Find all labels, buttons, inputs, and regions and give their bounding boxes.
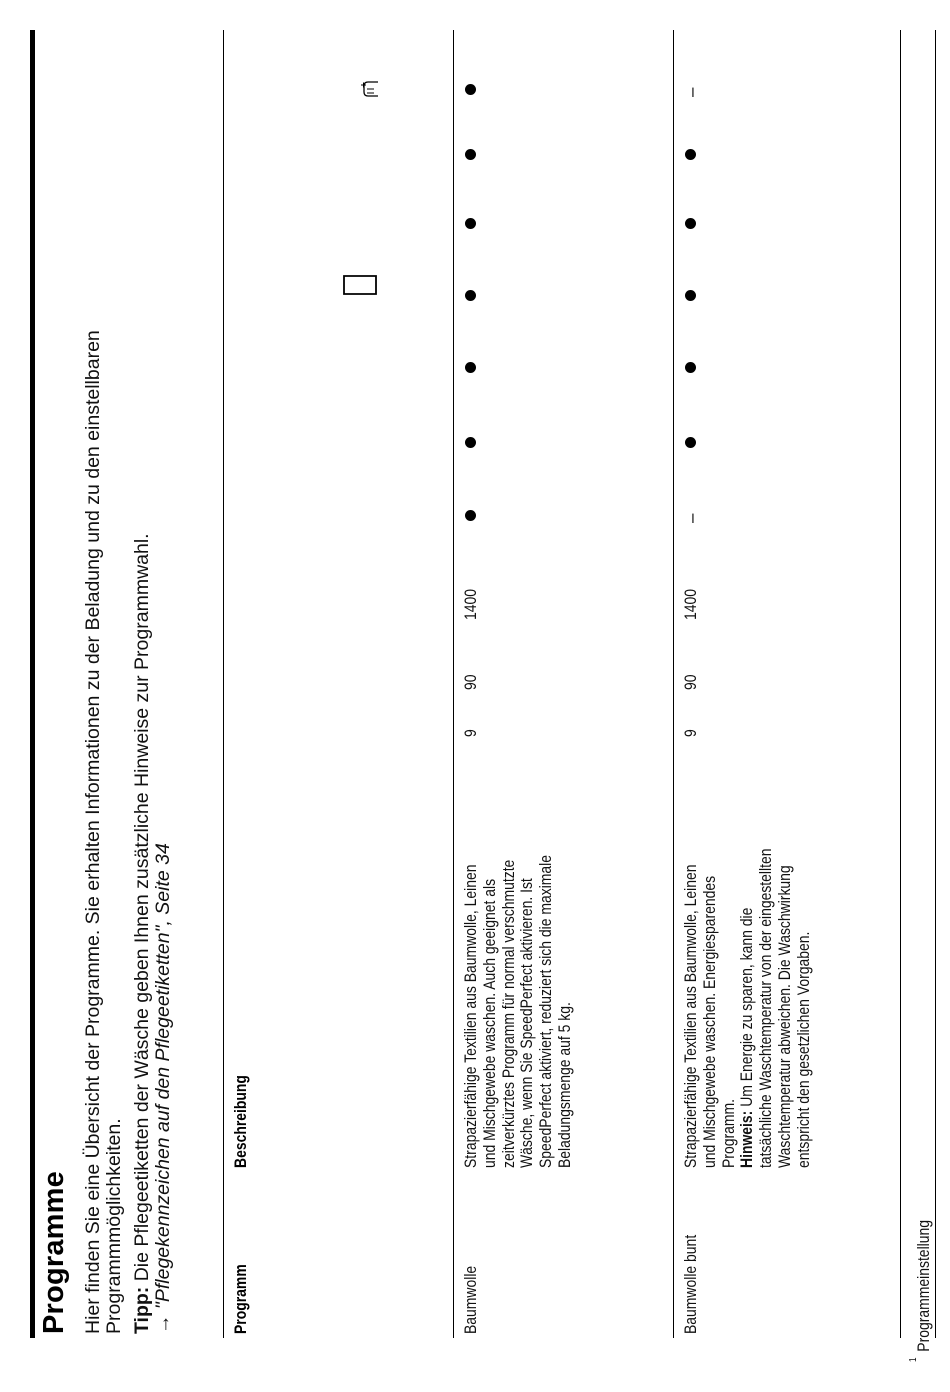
section-accent-bar — [30, 30, 35, 1338]
header-description: Beschreibung — [231, 1075, 250, 1168]
row2-option-1: – — [682, 513, 701, 523]
row2-description — [682, 848, 814, 1168]
row2-option-5 — [685, 218, 696, 229]
tip-link[interactable]: "Pflegekennzeichen auf den Pflegeetiketten", Seite 34 — [152, 843, 174, 1310]
tip-text: Die Pflegeetiketten der Wäsche geben Ihnen zusätzliche Hinweise zur Programmwahl. — [131, 533, 153, 1282]
row2-option-4 — [685, 290, 696, 301]
footnote-marker: 1 — [908, 1357, 920, 1362]
row1-option-6 — [465, 149, 476, 160]
row2-option-3 — [685, 362, 696, 373]
row2-kg: 9 — [681, 729, 700, 737]
row2-option-7: – — [682, 87, 701, 97]
row1-option-2 — [465, 437, 476, 448]
row-divider — [673, 30, 674, 1338]
row1-spin: 1400 — [461, 588, 480, 620]
row2-option-6 — [685, 149, 696, 160]
footnote — [908, 1219, 934, 1362]
table-top-rule — [223, 30, 224, 1338]
row1-option-5 — [465, 218, 476, 229]
row1-option-7 — [465, 84, 476, 95]
row1-option-4 — [465, 290, 476, 301]
hand-plus-icon — [358, 78, 382, 102]
drum-load-icon — [342, 273, 378, 297]
row2-temp: 90 — [681, 674, 700, 690]
row2-option-2 — [685, 437, 696, 448]
row1-option-1 — [465, 510, 476, 521]
row1-temp: 90 — [461, 674, 480, 690]
table-bottom-rule — [900, 30, 901, 1338]
tip-paragraph — [132, 134, 174, 1334]
row2-program: Baumwolle bunt — [681, 1234, 700, 1334]
header-rule — [453, 30, 454, 1338]
row2-spin: 1400 — [681, 588, 700, 620]
row2-hint-label: Hinweis: — [737, 1110, 757, 1168]
footnote-rule — [935, 30, 936, 1338]
intro-paragraph: Hier finden Sie eine Übersicht der Programme. Sie erhalten Informationen zu der Beladung und zu den einstellbaren Programmmöglichkeiten. — [82, 330, 125, 1334]
footnote-text: Programmeinstellung — [914, 1219, 933, 1352]
row1-program: Baumwolle — [461, 1265, 480, 1334]
row2-hint-text: Um Energie zu sparen, kann die tatsächliche Waschtemperatur von der eingestellten Waschtemperatur abweichen. Die Waschwirkung entspricht den gesetzlichen Vorgaben. — [737, 848, 813, 1168]
row1-kg: 9 — [461, 729, 480, 737]
row1-option-3 — [465, 362, 476, 373]
tip-label: Tipp: — [131, 1286, 153, 1334]
row2-description-text: Strapazierfähige Textilien aus Baumwolle, Leinen und Mischgewebe waschen. Energiesparendes Programm. — [681, 864, 738, 1168]
row1-description: Strapazierfähige Textilien aus Baumwolle, Leinen und Mischgewebe waschen. Auch geeignet als zeitverkürztes Programm für normal verschmutzte Wäsche, wenn Sie SpeedPerfect aktivieren. Ist SpeedPerfect aktiviert, reduziert sich die maximale Beladungsmenge auf 5 kg. — [461, 854, 574, 1168]
header-program: Programm — [231, 1264, 250, 1334]
page-title: Programme — [38, 1171, 70, 1334]
arrow-icon: → — [152, 1314, 174, 1334]
